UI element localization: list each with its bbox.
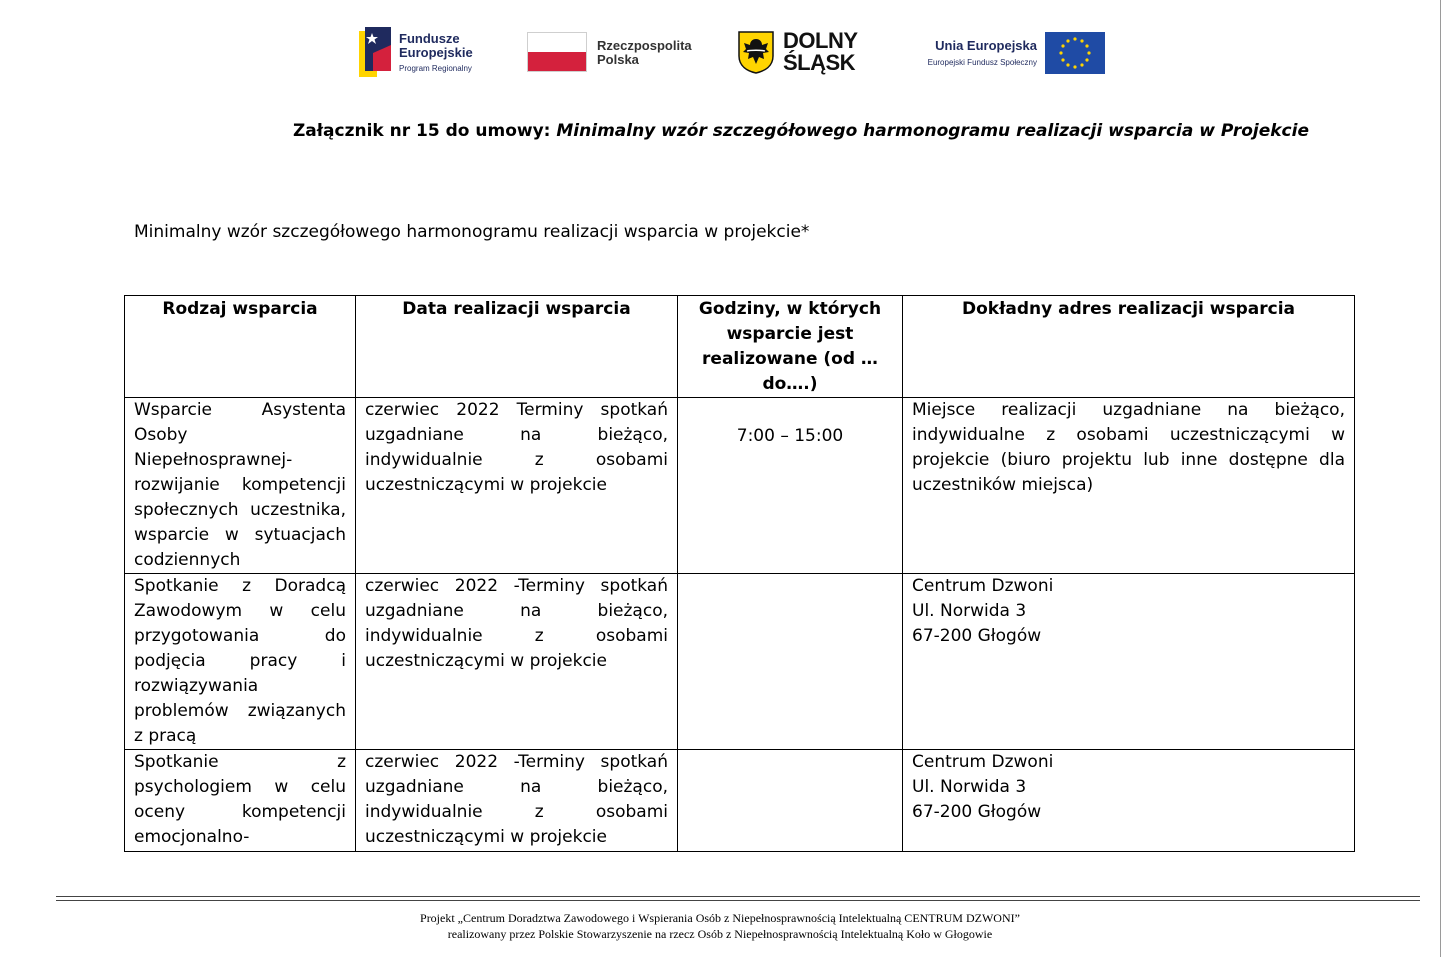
address-line: Centrum Dzwoni <box>912 752 1054 772</box>
cell-address <box>903 574 1355 750</box>
cell-date: czerwiec 2022 Terminy spotkań uzgadniane na bieżąco, indywidualnie z osobami uczestniczącymi w projekcie <box>356 398 678 574</box>
fe-line1: Fundusze <box>399 31 460 46</box>
cell-hours: 7:00 – 15:00 <box>678 398 903 574</box>
unia-europejska-logo <box>905 22 1115 82</box>
annex-name: Minimalny wzór szczegółowego harmonogramu realizacji wsparcia w Projekcie <box>556 121 1309 141</box>
table-row <box>125 398 1355 574</box>
cell-support-type: Spotkanie z Doradcą Zawodowym w celu przygotowania do podjęcia pracy i rozwiązywania problemów związanych z pracą <box>125 574 356 750</box>
cell-date: czerwiec 2022 -Terminy spotkań uzgadniane na bieżąco, indywidualnie z osobami uczestniczącymi w projekcie <box>356 574 678 750</box>
header-address: Dokładny adres realizacji wsparcia <box>903 296 1355 398</box>
cell-date: czerwiec 2022 -Terminy spotkań uzgadniane na bieżąco, indywidualnie z osobami uczestniczącymi w projekcie <box>356 750 678 852</box>
address-line: Centrum Dzwoni <box>912 576 1054 596</box>
fundusze-europejskie-logo <box>355 22 505 82</box>
table-row <box>125 750 1355 852</box>
dolny-slask-logo <box>737 22 877 82</box>
fundusze-europejskie-icon <box>355 25 395 79</box>
address-line: 67-200 Głogów <box>912 802 1042 822</box>
cell-support-type: Spotkanie z psychologiem w celu oceny kompetencji emocjonalno- <box>125 750 356 852</box>
cell-address <box>903 750 1355 852</box>
header-hours: Godziny, w których wsparcie jest realizowane (od … do….) <box>678 296 903 398</box>
table-header-row <box>125 296 1355 398</box>
schedule-table <box>124 295 1355 852</box>
eu-flag-icon <box>1045 32 1105 74</box>
ds-line2: ŚLĄSK <box>783 50 856 75</box>
cell-support-type: Wsparcie Asystenta Osoby Niepełnosprawnej- rozwijanie kompetencji społecznych uczestnika, wsparcie w sytuacjach codziennych <box>125 398 356 574</box>
footer-divider <box>56 900 1420 901</box>
document-heading: Minimalny wzór szczegółowego harmonogramu realizacji wsparcia w projekcie* <box>134 222 810 242</box>
cell-hours <box>678 750 903 852</box>
header-date: Data realizacji wsparcia <box>356 296 678 398</box>
footer-line2: realizowany przez Polskie Stowarzyszenie na rzecz Osób z Niepełnosprawnością Intelektualną Koło w Głogowie <box>447 927 993 941</box>
cell-hours <box>678 574 903 750</box>
logo-bar <box>355 22 1115 82</box>
annex-prefix: Załącznik nr 15 do umowy: <box>292 121 557 141</box>
fe-subtitle: Program Regionalny <box>399 64 472 73</box>
rp-line1: Rzeczpospolita <box>597 38 692 53</box>
footer-line1: Projekt „Centrum Doradztwa Zawodowego i Wspierania Osób z Niepełnosprawnością Intelektualną CENTRUM DZWONI” <box>420 911 1020 925</box>
page-right-edge <box>1440 0 1441 957</box>
footer-divider <box>56 896 1420 897</box>
poland-flag-icon <box>527 32 587 72</box>
fe-line2: Europejskie <box>399 45 473 60</box>
ds-line1: DOLNY <box>783 28 858 53</box>
address-line: Ul. Norwida 3 <box>912 601 1027 621</box>
table-row <box>125 574 1355 750</box>
address-line: Ul. Norwida 3 <box>912 777 1027 797</box>
rp-line2: Polska <box>597 52 639 67</box>
rzeczpospolita-polska-logo <box>525 22 705 82</box>
eagle-shield-icon <box>737 30 775 74</box>
ue-subtitle: Europejski Fundusz Społeczny <box>927 58 1037 67</box>
annex-title <box>0 121 1309 141</box>
address-line: 67-200 Głogów <box>912 626 1042 646</box>
cell-address: Miejsce realizacji uzgadniane na bieżąco, indywidualne z osobami uczestniczącymi w projekcie (biuro projektu lub inne dostępne dla uczestników miejsca) <box>903 398 1355 574</box>
footer <box>0 910 1440 942</box>
header-support-type: Rodzaj wsparcia <box>125 296 356 398</box>
ue-title: Unia Europejska <box>935 38 1037 53</box>
